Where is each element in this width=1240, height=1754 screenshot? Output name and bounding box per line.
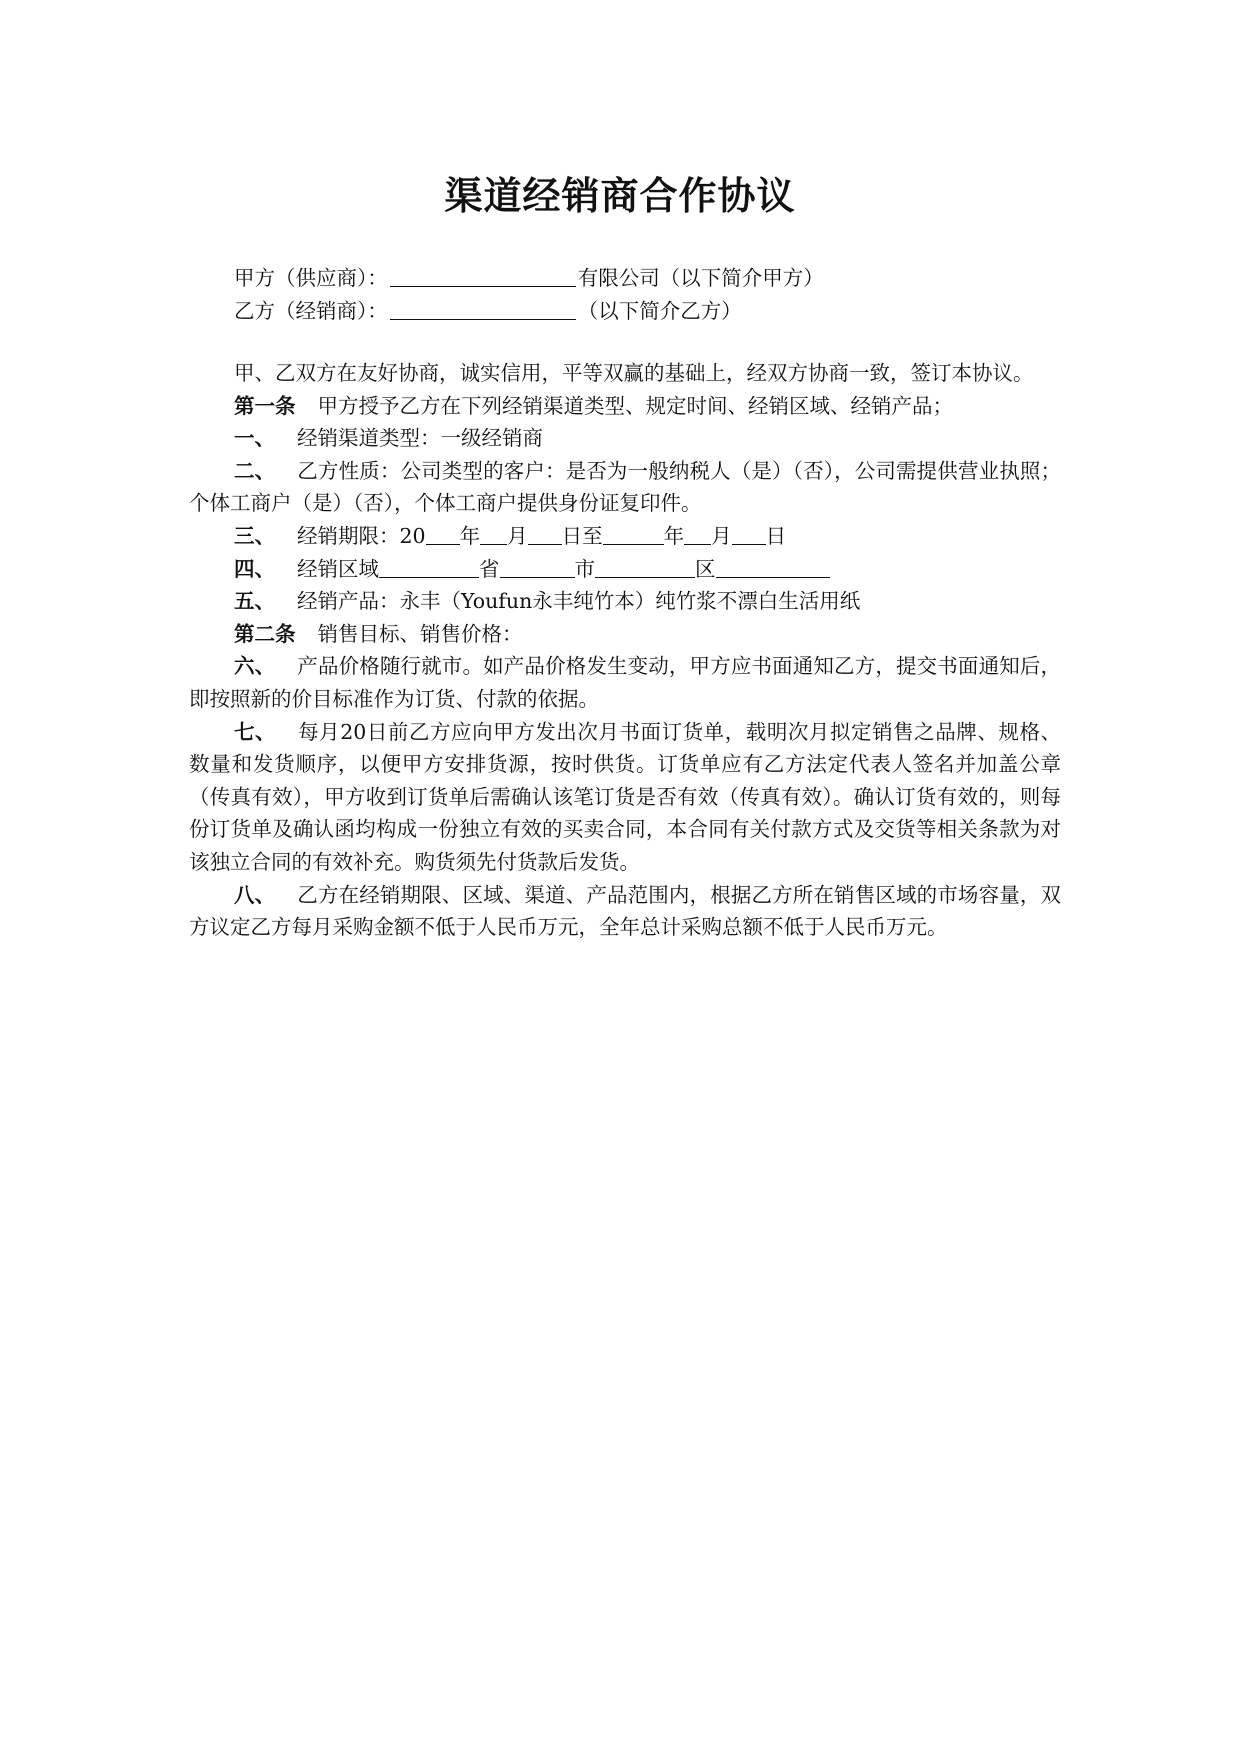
parties-block (234, 262, 1054, 328)
intro-paragraph: 甲、乙双方在友好协商，诚实信用，平等双赢的基础上，经双方协商一致，签订本协议。 (234, 361, 1034, 385)
month2-text: 月 (711, 523, 732, 548)
article-1-text: 甲方授予乙方在下列经销渠道类型、规定时间、经销区域、经销产品； (317, 393, 953, 418)
clause-8-text: 乙方在经销期限、区域、渠道、产品范围内，根据乙方所在销售区域的市场容量，双方议定乙方每月采购金额不低于人民币万元，全年总计采购总额不低于人民币万元。 (189, 882, 1062, 940)
clause-3-label: 三、 (234, 523, 275, 548)
article-2 (189, 618, 1061, 651)
clause-7-label: 七、 (234, 719, 277, 744)
clause-3-prefix: 经销期限：20 (297, 523, 426, 548)
clause-7-text: 每月20日前乙方应向甲方发出次月书面订货单，载明次月拟定销售之品牌、规格、数量和发货顺序，以便甲方安排货源，按时供货。订货单应有乙方法定代表人签名并加盖公章（传真有效），甲方收到订货单后需确认该笔订货是否有效（传真有效）。确认订货有效的，则每份订货单及确认函均构成一份独立有效的买卖合同，本合同有关付款方式及交货等相关条款为对该独立合同的有效补充。购货须先付货款后发货。 (189, 719, 1061, 874)
clause-5 (189, 585, 1061, 618)
clause-2 (189, 455, 1061, 520)
month-text: 月 (507, 523, 528, 548)
day-blank (528, 524, 562, 545)
clause-6-text: 产品价格随行就市。如产品价格发生变动，甲方应书面通知乙方，提交书面通知后，即按照新的价目标准作为订货、付款的依据。 (189, 654, 1062, 711)
clause-4-prefix: 经销区域 (297, 556, 379, 581)
clause-4 (189, 553, 1061, 586)
day-to-text: 日至 (561, 523, 603, 548)
clause-2-text: 乙方性质：公司类型的客户：是否为一般纳税人（是）（否），公司需提供营业执照；个体工商户（是）（否），个体工商户提供身份证复印件。 (189, 458, 1062, 516)
district-blank (595, 557, 695, 578)
clause-4-label: 四、 (234, 556, 275, 581)
clause-1-text: 经销渠道类型：一级经销商 (297, 426, 543, 451)
province-blank (379, 557, 479, 578)
day2-text: 日 (765, 523, 787, 548)
article-2-label: 第二条 (234, 621, 296, 646)
party-b-suffix: （以下简介乙方） (577, 299, 742, 323)
city-text: 市 (574, 556, 595, 581)
clause-8-label: 八、 (234, 882, 276, 907)
agreement-body (189, 357, 1061, 944)
clause-1-label: 一、 (234, 426, 275, 451)
party-b-line (234, 295, 1054, 328)
clause-2-label: 二、 (234, 458, 276, 483)
clause-8 (189, 879, 1061, 944)
district-text: 区 (695, 556, 716, 581)
clause-7 (189, 716, 1061, 879)
province-text: 省 (479, 556, 500, 581)
clause-6 (189, 650, 1061, 715)
party-a-line (234, 262, 1054, 295)
clause-5-label: 五、 (234, 589, 275, 614)
party-a-blank (390, 266, 576, 287)
year2-text: 年 (663, 523, 685, 548)
party-b-blank (390, 299, 576, 320)
article-1-label: 第一条 (234, 393, 296, 418)
year-text: 年 (459, 523, 481, 548)
clause-6-label: 六、 (234, 654, 276, 679)
party-a-suffix: 有限公司（以下简介甲方） (577, 266, 824, 290)
article-1 (189, 390, 1061, 423)
year-blank (426, 524, 460, 545)
month2-blank (684, 524, 711, 545)
city-blank (500, 557, 575, 578)
party-a-label: 甲方（供应商）： (234, 266, 388, 290)
article-2-text: 销售目标、销售价格： (317, 621, 523, 646)
clause-5-text: 经销产品：永丰（Youfun永丰纯竹本）纯竹浆不漂白生活用纸 (297, 589, 861, 614)
day2-blank (732, 524, 766, 545)
party-b-label: 乙方（经销商）： (234, 299, 388, 323)
district-trailing-blank (716, 557, 830, 578)
year2-blank (603, 524, 664, 545)
clause-3 (189, 520, 1061, 553)
month-blank (480, 524, 507, 545)
clause-1 (189, 422, 1061, 455)
document-title: 渠道经销商合作协议 (444, 174, 796, 218)
